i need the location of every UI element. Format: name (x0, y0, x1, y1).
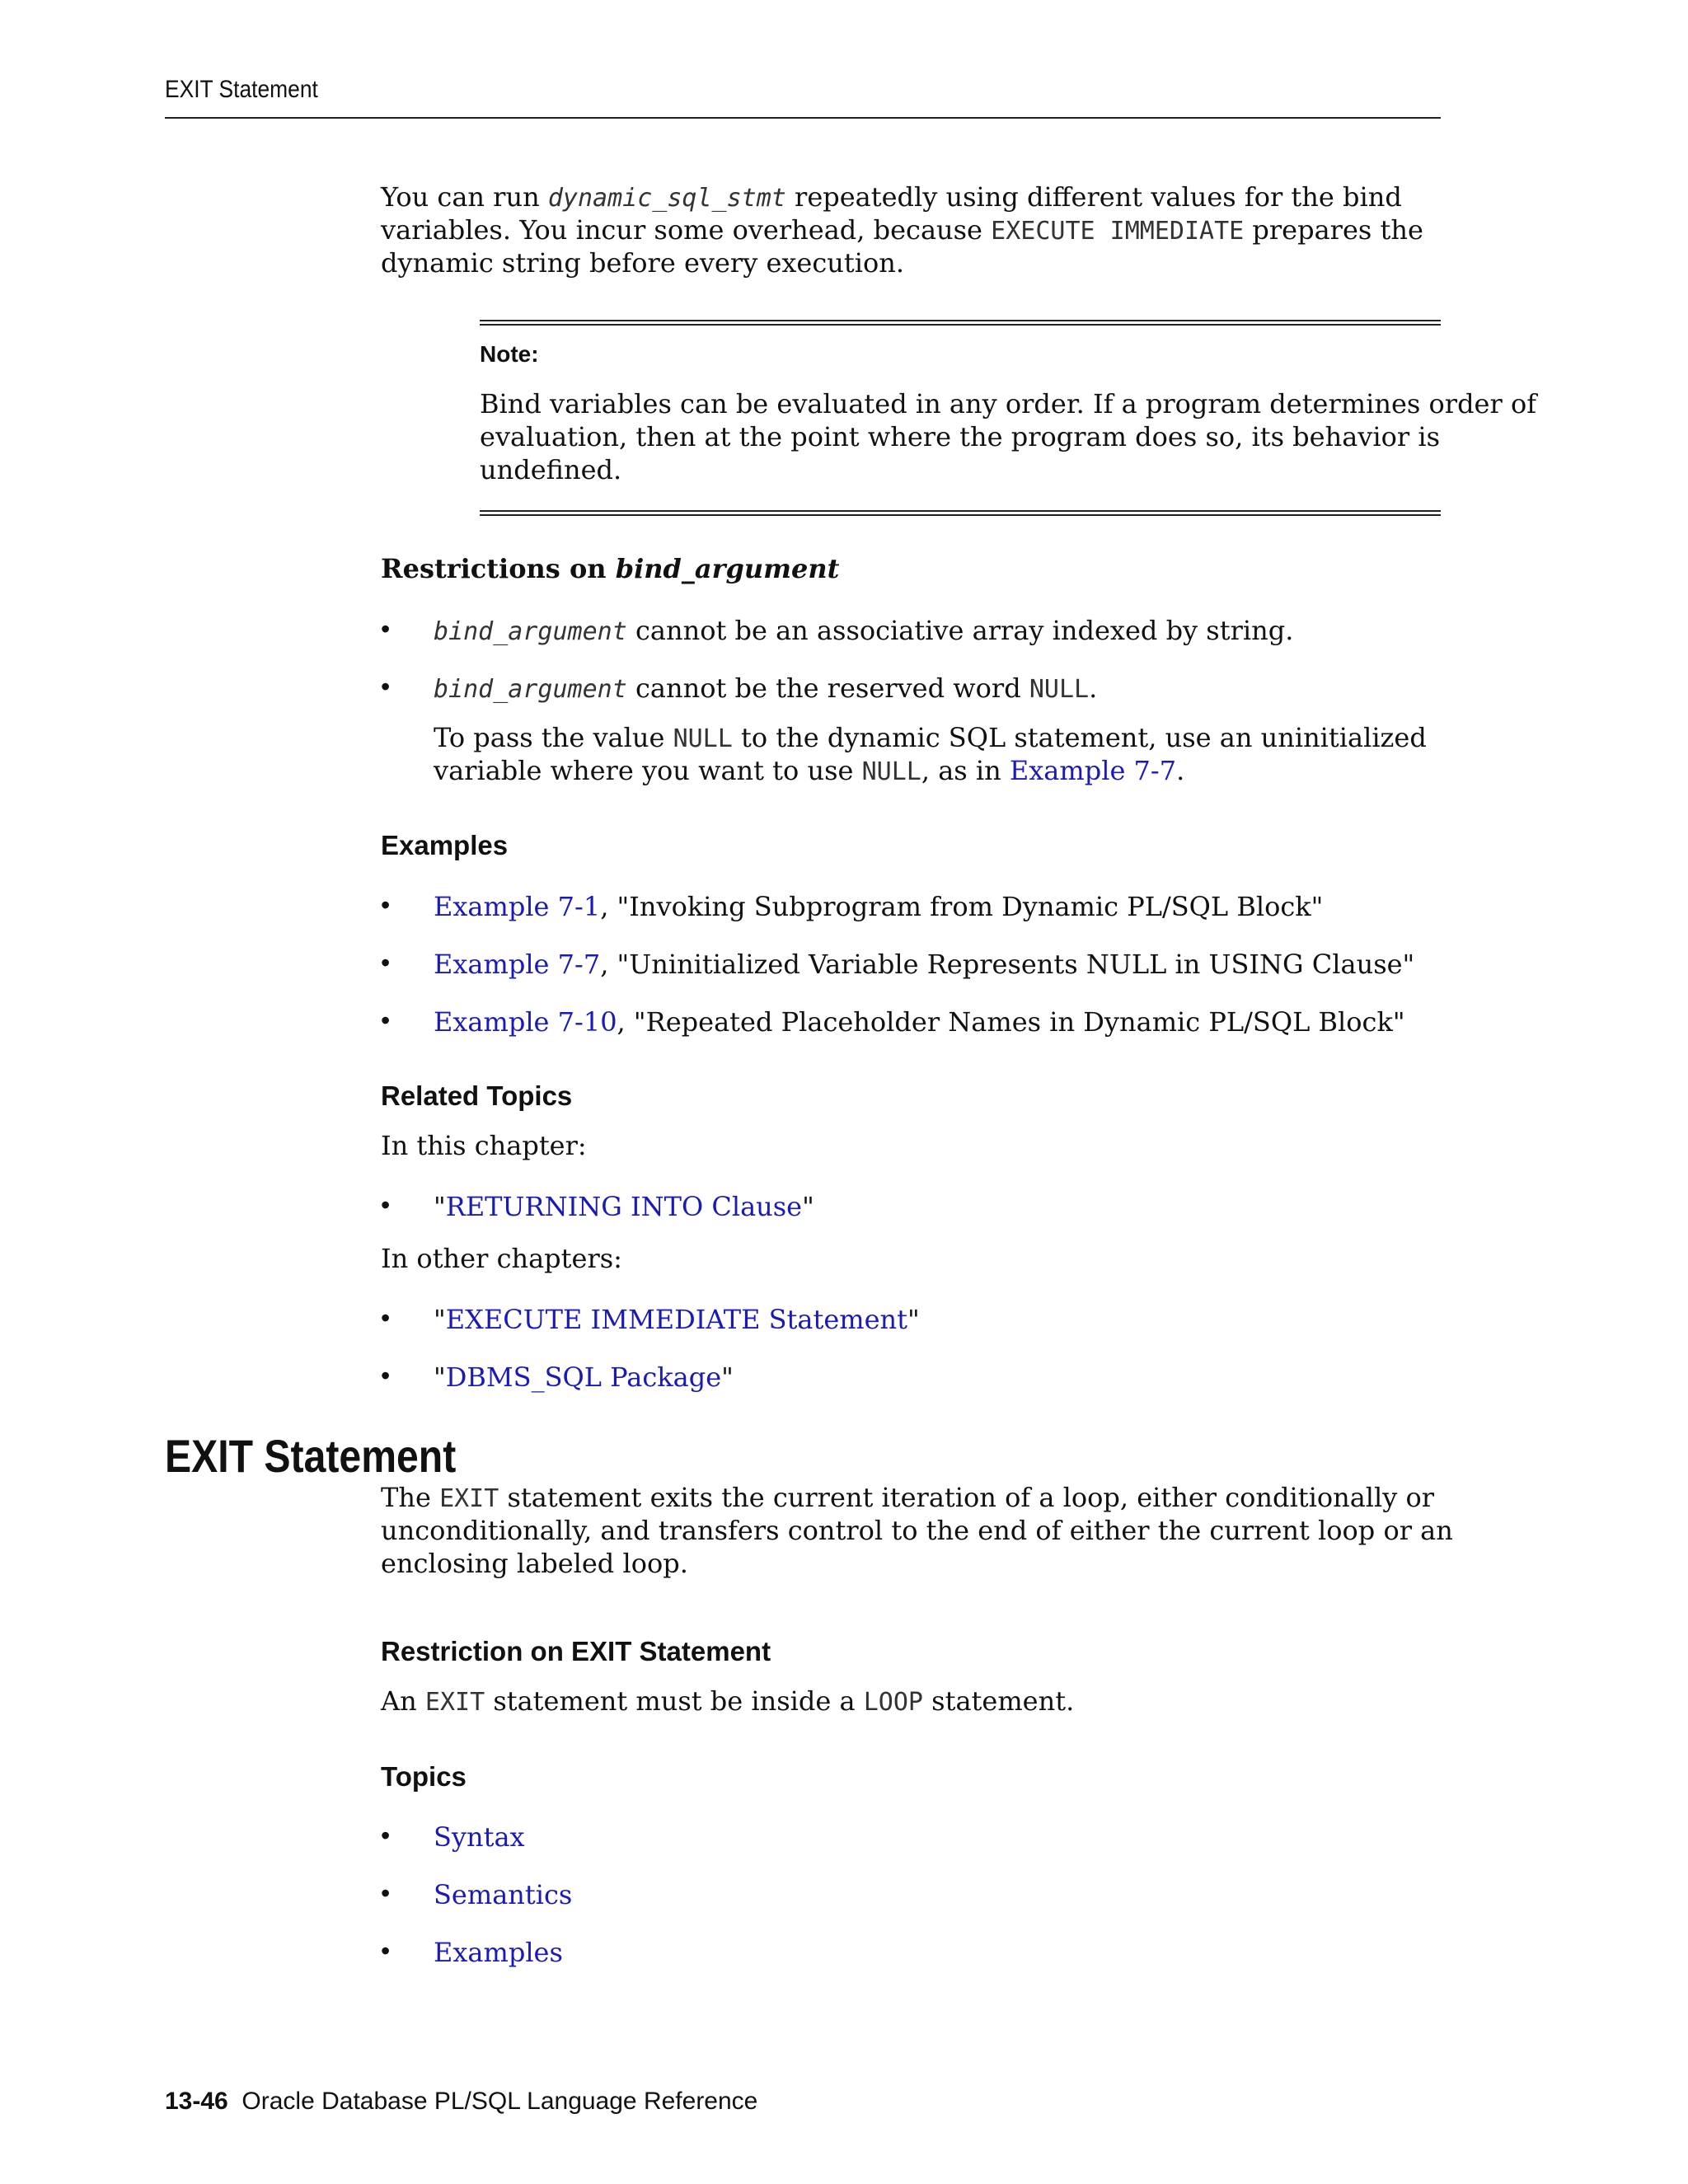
text: bind_argument (615, 553, 840, 584)
text: cannot be the reserved word (626, 673, 1029, 704)
text: statement must be inside a (485, 1685, 864, 1717)
bullet: • (381, 672, 391, 701)
code-exit: EXIT (424, 1688, 485, 1717)
text: to the dynamic SQL statement, use an uninitialized (732, 722, 1427, 753)
link-example-7-10[interactable]: Example 7-10 (434, 1006, 617, 1038)
bullet: • (381, 1878, 391, 1908)
bullet: • (381, 948, 391, 977)
code-execute-immediate: EXECUTE IMMEDIATE (991, 217, 1245, 246)
link-example-7-7[interactable]: Example 7-7 (434, 949, 601, 980)
text: variables. You incur some overhead, because (381, 214, 992, 246)
text: cannot be an associative array indexed by string. (626, 615, 1294, 646)
bullet: • (381, 1821, 391, 1850)
header-rule (165, 117, 1441, 119)
bullet: • (381, 1005, 391, 1035)
topics-heading: Topics (381, 1761, 467, 1792)
restrictions-heading (381, 552, 839, 585)
restriction-para-line-1 (434, 721, 1427, 756)
text: statement. (922, 1685, 1075, 1717)
restriction-item-2 (434, 672, 1097, 706)
example-item (434, 1005, 1405, 1038)
text: To pass the value (434, 722, 673, 753)
restriction-para-line-2 (434, 754, 1184, 789)
related-item: "RETURNING INTO Clause" (434, 1191, 814, 1222)
code-null: NULL (861, 757, 921, 786)
example-item (434, 890, 1323, 923)
link-example-7-7[interactable]: Example 7-7 (1009, 755, 1177, 786)
exit-desc-line-2: unconditionally, and transfers control to the end of either the current loop or an (381, 1515, 1453, 1546)
in-other-chapters: In other chapters: (381, 1243, 622, 1274)
text: , "Uninitialized Variable Represents NULL in USING Clause" (600, 949, 1415, 980)
in-this-chapter: In this chapter: (381, 1130, 587, 1161)
note-bottom-rule (480, 510, 1441, 512)
code-exit: EXIT (439, 1484, 499, 1513)
bullet: • (381, 614, 391, 644)
note-line-1: Bind variables can be evaluated in any order. If a program determines order of (480, 388, 1537, 419)
book-title: Oracle Database PL/SQL Language Reference (241, 2088, 758, 2115)
page-number: 13-46 (165, 2088, 228, 2115)
related-topics-heading: Related Topics (381, 1080, 573, 1111)
restriction-item-1 (434, 614, 1293, 649)
text: Restrictions on (381, 553, 616, 584)
text: repeatedly using different values for the bind (785, 181, 1402, 213)
link-semantics[interactable]: Semantics (434, 1879, 573, 1910)
code-loop: LOOP (863, 1688, 923, 1717)
examples-heading: Examples (381, 830, 509, 860)
note-line-3: undefined. (480, 454, 622, 485)
text: , "Invoking Subprogram from Dynamic PL/SQL Block" (600, 891, 1324, 922)
bullet: • (381, 1361, 391, 1390)
exit-desc-line-3: enclosing labeled loop. (381, 1548, 688, 1579)
text: variable where you want to use (434, 755, 862, 786)
text: . (1176, 755, 1185, 786)
code-bind-argument: bind_argument (434, 617, 627, 646)
bullet: • (381, 1936, 391, 1966)
restriction-exit-heading: Restriction on EXIT Statement (381, 1636, 771, 1666)
text: . (1089, 673, 1098, 704)
section-title: EXIT Statement (165, 1430, 457, 1482)
code-bind-argument: bind_argument (434, 675, 627, 704)
intro-line-1 (381, 180, 1402, 215)
code-dynamic-sql-stmt: dynamic_sql_stmt (547, 184, 786, 213)
text: An (381, 1685, 425, 1717)
text: You can run (381, 181, 548, 213)
link-execute-immediate-statement[interactable]: EXECUTE IMMEDIATE Statement (445, 1304, 908, 1335)
code-null: NULL (1029, 675, 1090, 704)
link-dbms-sql-package[interactable]: DBMS_SQL Package (445, 1361, 722, 1393)
link-syntax[interactable]: Syntax (434, 1821, 525, 1853)
link-examples[interactable]: Examples (434, 1937, 563, 1968)
page-footer (165, 2086, 757, 2117)
note-top-rule (480, 320, 1441, 321)
bullet: • (381, 890, 391, 920)
restriction-exit-text (381, 1685, 1074, 1719)
text: , as in (921, 755, 1010, 786)
related-item: "EXECUTE IMMEDIATE Statement" (434, 1304, 920, 1335)
intro-line-3: dynamic string before every execution. (381, 247, 905, 279)
example-item (434, 948, 1414, 981)
bullet: • (381, 1303, 391, 1333)
running-header: EXIT Statement (165, 76, 318, 103)
exit-desc-line-1 (381, 1481, 1434, 1516)
note-label: Note: (480, 341, 539, 367)
link-example-7-1[interactable]: Example 7-1 (434, 891, 601, 922)
link-returning-into-clause[interactable]: RETURNING INTO Clause (445, 1191, 803, 1222)
note-line-2: evaluation, then at the point where the program does so, its behavior is (480, 421, 1440, 452)
text: , "Repeated Placeholder Names in Dynamic PL/SQL Block" (617, 1006, 1405, 1038)
text: prepares the (1244, 214, 1423, 246)
bullet: • (381, 1190, 391, 1220)
code-null: NULL (673, 724, 733, 753)
intro-line-2 (381, 213, 1423, 248)
text: statement exits the current iteration of a loop, either conditionally or (499, 1482, 1435, 1513)
related-item: "DBMS_SQL Package" (434, 1361, 734, 1393)
text: The (381, 1482, 440, 1513)
